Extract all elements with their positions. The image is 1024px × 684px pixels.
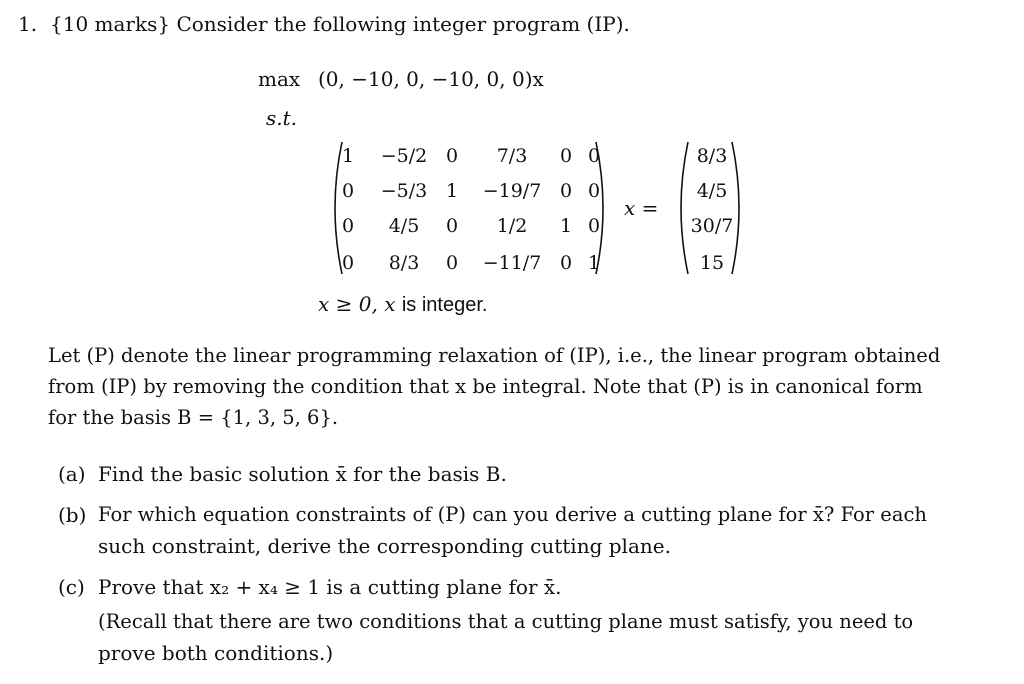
question-number: 1. bbox=[18, 12, 38, 36]
x-equals: x = bbox=[624, 196, 659, 220]
objective-vector: (0, −10, 0, −10, 0, 0)x bbox=[318, 67, 544, 91]
part-b-label: (b) bbox=[58, 503, 87, 527]
matrix-entry: 0 bbox=[445, 145, 459, 167]
matrix-entry: 4/5 bbox=[388, 215, 420, 237]
part-a-text: Find the basic solution x̄ for the basis B. bbox=[98, 462, 507, 486]
matrix-entry: 0 bbox=[445, 252, 459, 274]
matrix-entry: 0 bbox=[587, 215, 601, 237]
part-c-note: prove both conditions.) bbox=[98, 641, 334, 665]
matrix-entry: 0 bbox=[341, 180, 355, 202]
matrix-entry: −11/7 bbox=[482, 252, 542, 274]
matrix-entry: 0 bbox=[559, 252, 573, 274]
max-label: max bbox=[258, 67, 301, 91]
matrix-entry: 8/3 bbox=[388, 252, 420, 274]
part-c-text: Prove that x₂ + x₄ ≥ 1 is a cutting plane for x̄. bbox=[98, 575, 562, 599]
matrix-entry: 0 bbox=[587, 180, 601, 202]
part-a-label: (a) bbox=[58, 462, 86, 486]
paragraph-line: for the basis B = {1, 3, 5, 6}. bbox=[48, 406, 339, 429]
paragraph-line: Let (P) denote the linear programming relaxation of (IP), i.e., the linear program obtained bbox=[48, 344, 941, 367]
rhs-entry: 8/3 bbox=[696, 145, 728, 167]
nonneg-constraint bbox=[318, 292, 487, 317]
st-label: s.t. bbox=[266, 106, 298, 130]
matrix-entry: 0 bbox=[341, 252, 355, 274]
paragraph-line: from (IP) by removing the condition that x be integral. Note that (P) is in canonical form bbox=[48, 375, 923, 398]
matrix-entry: 1 bbox=[559, 215, 573, 237]
rhs-entry: 30/7 bbox=[690, 215, 734, 237]
matrix-entry: −5/2 bbox=[380, 145, 428, 167]
rhs-entry: 15 bbox=[699, 252, 725, 274]
part-b-text: such constraint, derive the corresponding cutting plane. bbox=[98, 534, 671, 558]
part-c-label: (c) bbox=[58, 575, 85, 599]
matrix-entry: 0 bbox=[559, 180, 573, 202]
nonneg-math: x ≥ 0, x bbox=[318, 292, 396, 316]
matrix-entry: 0 bbox=[445, 215, 459, 237]
rhs-left-paren bbox=[672, 140, 692, 276]
matrix-entry: 7/3 bbox=[496, 145, 528, 167]
matrix-entry: 0 bbox=[587, 145, 601, 167]
rhs-entry: 4/5 bbox=[696, 180, 728, 202]
matrix-entry: 1/2 bbox=[496, 215, 528, 237]
rhs-right-paren bbox=[728, 140, 748, 276]
matrix-entry: −19/7 bbox=[482, 180, 542, 202]
matrix-entry: 0 bbox=[341, 215, 355, 237]
matrix-entry: −5/3 bbox=[380, 180, 428, 202]
part-b-text: For which equation constraints of (P) can you derive a cutting plane for x̄? For each bbox=[98, 503, 927, 526]
question-header: {10 marks} Consider the following integer program (IP). bbox=[50, 12, 630, 36]
part-c-note: (Recall that there are two conditions that a cutting plane must satisfy, you need to bbox=[98, 610, 914, 633]
matrix-entry: 1 bbox=[341, 145, 355, 167]
nonneg-text: is integer. bbox=[401, 294, 488, 316]
matrix-entry: 1 bbox=[587, 252, 601, 274]
matrix-entry: 0 bbox=[559, 145, 573, 167]
matrix-entry: 1 bbox=[445, 180, 459, 202]
